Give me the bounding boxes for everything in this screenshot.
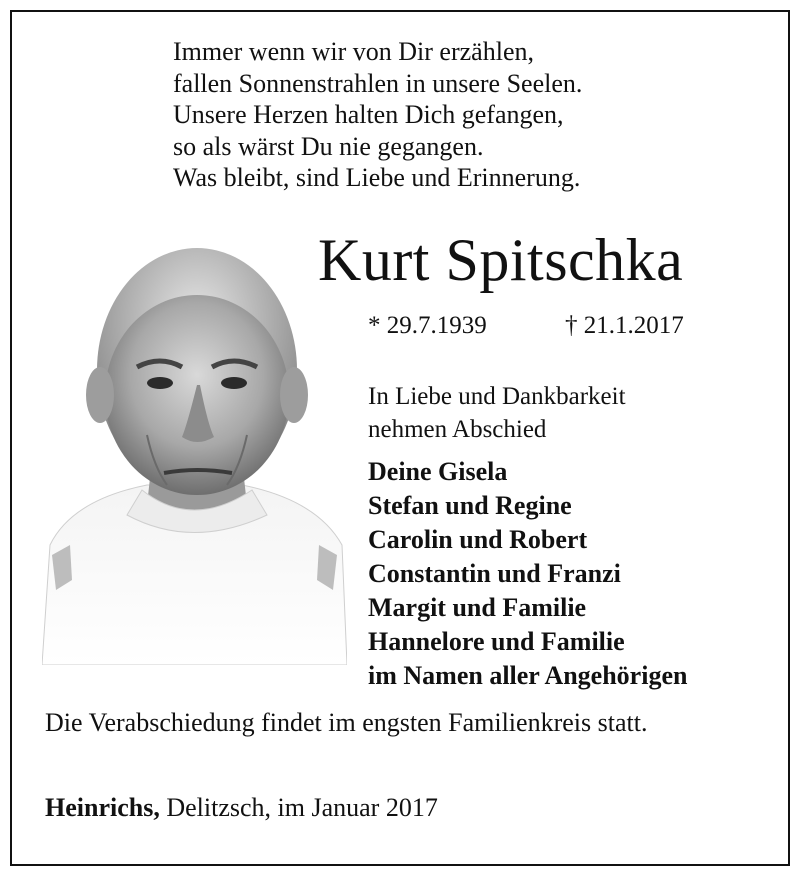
portrait-photo: [42, 245, 347, 665]
signoff-family: Heinrichs,: [45, 793, 160, 822]
poem-line: Was bleibt, sind Liebe und Erinnerung.: [173, 163, 581, 192]
mourner-name: Carolin und Robert: [368, 525, 588, 554]
mourner-name: im Namen aller Angehörigen: [368, 661, 688, 690]
ceremony-notice: Die Verabschiedung findet im engsten Familienkreis statt.: [45, 708, 648, 737]
death-date: † 21.1.2017: [565, 312, 684, 339]
birth-date: * 29.7.1939: [368, 312, 487, 339]
poem-line: Immer wenn wir von Dir erzählen,: [173, 37, 534, 66]
mourner-name: Stefan und Regine: [368, 491, 572, 520]
mourner-name: Constantin und Franzi: [368, 559, 621, 588]
mourner-name: Margit und Familie: [368, 593, 587, 622]
poem-line: fallen Sonnenstrahlen in unsere Seelen.: [173, 68, 583, 98]
farewell-intro: [368, 380, 626, 446]
mourner-name: Hannelore und Familie: [368, 627, 625, 656]
mourners-list: [368, 455, 687, 693]
mourner-name: Deine Gisela: [368, 457, 508, 486]
poem-line: so als wärst Du nie gegangen.: [173, 131, 484, 161]
deceased-name: Kurt Spitschka: [318, 227, 684, 293]
poem-line: Unsere Herzen halten Dich gefangen,: [173, 100, 564, 129]
signoff-place-date: Delitzsch, im Januar 2017: [159, 793, 438, 822]
signoff-line: [45, 793, 438, 823]
intro-line: nehmen Abschied: [368, 416, 547, 443]
intro-line: In Liebe und Dankbarkeit: [368, 383, 626, 410]
memorial-poem: [173, 36, 582, 194]
